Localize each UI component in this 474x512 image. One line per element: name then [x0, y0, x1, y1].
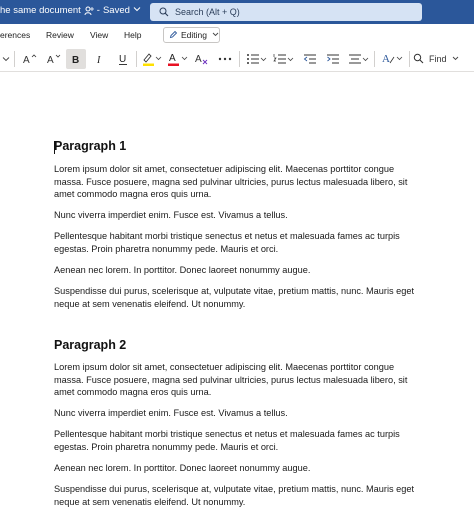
paragraph[interactable]: Nunc viverra imperdiet enim. Fusce est. Vivamus a tellus.: [54, 408, 288, 418]
tab-help[interactable]: Help: [124, 30, 142, 40]
underline-icon[interactable]: [113, 49, 133, 69]
divider: [374, 51, 375, 67]
paragraph[interactable]: Lorem ipsum dolor sit amet, consectetuer adipiscing elit. Maecenas porttitor congue massa. Fusce posuere, magna sed pulvinar ultricies, purus lectus malesuada libero, sit amet commodo magna eros quis urna.: [54, 362, 408, 398]
paragraph[interactable]: Aenean nec lorem. In porttitor. Donec laoreet nonummy augue.: [54, 463, 311, 473]
pencil-icon: [169, 30, 178, 41]
font-size-dropdown[interactable]: [0, 49, 12, 69]
divider: [239, 51, 240, 67]
highlight-icon[interactable]: [140, 49, 164, 69]
numbering-icon[interactable]: [272, 49, 296, 69]
chevron-down-icon: [452, 54, 459, 64]
title-bar: [0, 0, 474, 24]
styles-icon[interactable]: [380, 49, 406, 69]
svg-text:U: U: [119, 53, 127, 65]
bullets-icon[interactable]: [245, 49, 269, 69]
italic-icon[interactable]: [90, 49, 110, 69]
paragraph[interactable]: Nunc viverra imperdiet enim. Fusce est. Vivamus a tellus.: [54, 210, 288, 220]
find-button[interactable]: [413, 49, 465, 69]
svg-text:A: A: [382, 53, 390, 65]
divider: [409, 51, 410, 67]
chevron-down-icon[interactable]: [133, 5, 141, 16]
heading-paragraph-2[interactable]: Paragraph 2: [54, 338, 127, 352]
search-box[interactable]: [150, 3, 422, 21]
paragraph[interactable]: Pellentesque habitant morbi tristique senectus et netus et malesuada fames ac turpis egestas. Proin pharetra nonummy pede. Mauris et orci.: [54, 231, 400, 254]
co-author-icon: [84, 6, 94, 16]
paragraph[interactable]: Lorem ipsum dolor sit amet, consectetuer adipiscing elit. Maecenas porttitor congue massa. Fusce posuere, magna sed pulvinar ultricies, purus lectus malesuada libero, sit amet commodo magna eros quis urna.: [54, 164, 408, 200]
editing-mode-label: Editing: [181, 30, 207, 40]
search-input[interactable]: [175, 7, 395, 17]
svg-text:A: A: [23, 55, 30, 66]
align-icon[interactable]: [347, 49, 371, 69]
more-icon[interactable]: [215, 49, 235, 69]
divider: [136, 51, 137, 67]
title-separator: -: [96, 5, 100, 16]
svg-text:I: I: [97, 55, 101, 65]
search-icon: [159, 7, 169, 17]
document-title-area[interactable]: [0, 5, 141, 16]
ribbon-toolbar: [0, 46, 474, 72]
svg-text:A: A: [47, 55, 54, 66]
svg-text:B: B: [72, 55, 80, 65]
heading-paragraph-1[interactable]: Paragraph 1: [54, 139, 127, 153]
paragraph[interactable]: Suspendisse dui purus, scelerisque at, vulputate vitae, pretium mattis, nunc. Mauris eget neque at sem venenatis eleifend. Ut nonummy.: [54, 286, 415, 309]
decrease-font-icon[interactable]: [44, 49, 64, 69]
paragraph[interactable]: Suspendisse dui purus, scelerisque at, vulputate vitae, pretium mattis, nunc. Mauris eget neque at sem venenatis eleifend. Ut nonummy.: [54, 484, 415, 507]
saved-status: Saved: [102, 5, 130, 16]
svg-text:A: A: [169, 53, 176, 64]
paragraph[interactable]: Aenean nec lorem. In porttitor. Donec laoreet nonummy augue.: [54, 265, 311, 275]
find-icon: [413, 53, 424, 66]
decrease-indent-icon[interactable]: [300, 49, 320, 69]
find-label: Find: [429, 54, 447, 64]
increase-indent-icon[interactable]: [323, 49, 343, 69]
clear-formatting-icon[interactable]: [193, 49, 211, 69]
menu-tabs: [0, 24, 474, 46]
editing-mode-button[interactable]: [163, 27, 220, 43]
paragraph[interactable]: Pellentesque habitant morbi tristique senectus et netus et malesuada fames ac turpis egestas. Proin pharetra nonummy pede. Mauris et orci.: [54, 429, 400, 452]
svg-text:A: A: [195, 54, 202, 65]
divider: [14, 51, 15, 67]
document-title[interactable]: he same document: [0, 5, 81, 16]
chevron-down-icon: [212, 31, 219, 40]
bold-icon[interactable]: [66, 49, 86, 69]
font-color-icon[interactable]: [166, 49, 190, 69]
tab-view[interactable]: View: [90, 30, 109, 40]
increase-font-icon[interactable]: [20, 49, 40, 69]
tab-review[interactable]: Review: [46, 30, 74, 40]
tab-references[interactable]: erences: [0, 30, 31, 40]
